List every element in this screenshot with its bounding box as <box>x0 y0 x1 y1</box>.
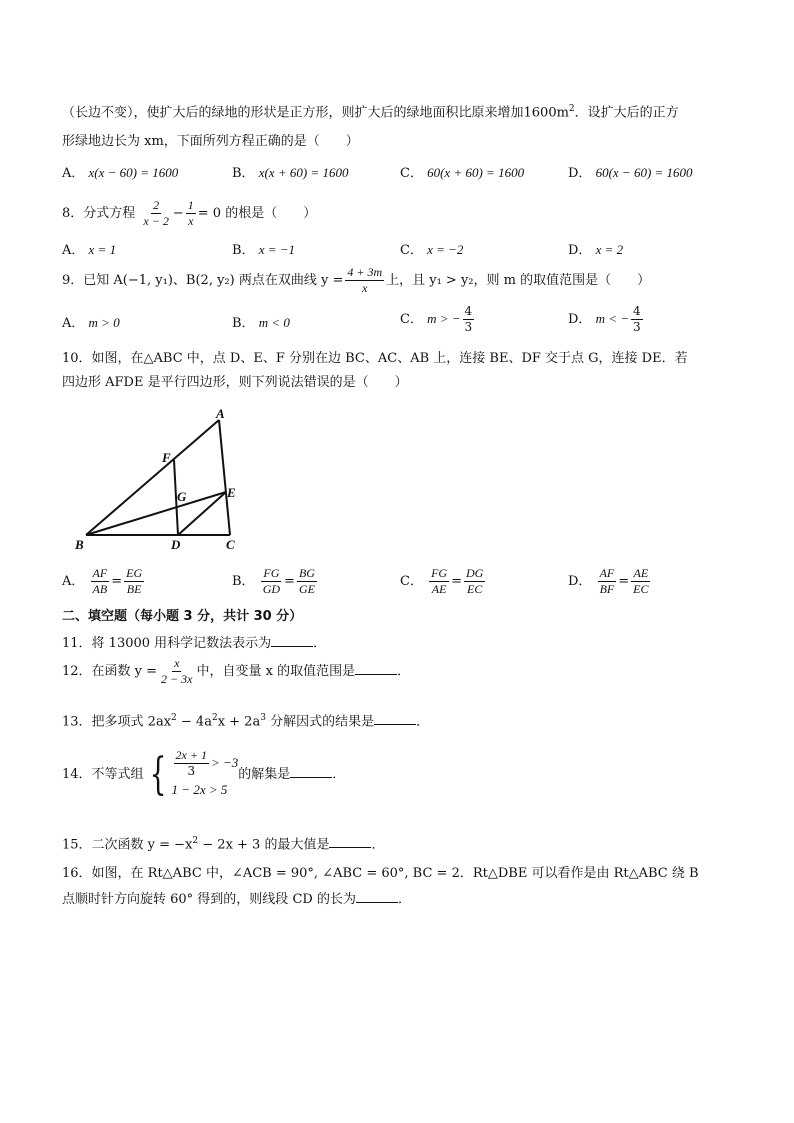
q10-option-c: C． $\frac{FG}{AE}$ = $\frac{DG}{EC}$ <box>400 566 484 596</box>
q7-option-b: B． x(x + 60) = 1600 <box>232 165 349 181</box>
label-d: D <box>171 537 181 552</box>
edge-ac <box>219 420 230 535</box>
q7-line2: 形绿地边长为 xm，下面所列方程正确的是（ ） <box>62 134 359 149</box>
q8-fraction-1: $\frac{2}{x - 2}$ <box>143 198 169 228</box>
q12: 12．在函数 y = $\frac{x}{2 - 3x}$ 中，自变量 x 的取值范围是 ． <box>62 656 411 686</box>
q9-fraction: $\frac{4 + 3m}{x}$ <box>347 265 383 295</box>
q7-option-d: D． 60(x − 60) = 1600 <box>568 165 693 181</box>
q13: 13．把多项式 $2ax^2 - 4a^2x + 2a^3$ 分解因式的结果是 ． <box>62 713 430 730</box>
q9-option-d: D． m < − $\frac{4}{3}$ <box>568 304 641 334</box>
q8-option-a: A． x = 1 <box>62 242 117 258</box>
q11: 11．将 13000 用科学记数法表示为 ． <box>62 636 327 651</box>
q8-option-d: D． x = 2 <box>568 242 624 258</box>
q16-line1: 16．如图，在 Rt△ABC 中，∠ACB = 90°, ∠ABC = 60°, BC = 2．Rt△DBE 可以看作是由 Rt△ABC 绕 B <box>62 866 699 881</box>
q8-fraction-2: $\frac{1}{x}$ <box>187 198 194 228</box>
q15-answer-blank <box>329 835 371 848</box>
q8-stem: 8．分式方程 $\frac{2}{x - 2}$ − $\frac{1}{x}$ = 0 的根是（ ） <box>62 198 317 228</box>
label-c: C <box>226 537 235 552</box>
q8-option-c: C． x = −2 <box>400 242 464 258</box>
q12-answer-blank <box>355 662 397 675</box>
q14: 14．不等式组 { $\frac{2x + 1}{3}$ > −3 1 − 2x > 5 的解集是 ． <box>62 748 346 800</box>
q7-option-c: C． 60(x + 60) = 1600 <box>400 165 525 181</box>
label-a: A <box>216 406 225 421</box>
q10-triangle-figure <box>64 404 254 554</box>
q11-answer-blank <box>271 634 313 647</box>
q14-answer-blank <box>290 765 332 778</box>
segment-be <box>86 492 226 535</box>
q10-line2: 四边形 AFDE 是平行四边形，则下列说法错误的是（ ） <box>62 375 408 390</box>
q9-option-a: A． m > 0 <box>62 315 120 331</box>
q10-option-d: D． $\frac{AF}{BF}$ = $\frac{AE}{EC}$ <box>568 566 649 596</box>
q7-line1: （长边不变），使扩大后的绿地的形状是正方形，则扩大后的绿地面积比原来增加$1600m^2$．设扩大后的正方 <box>62 104 679 121</box>
q9-option-c: C． m > − $\frac{4}{3}$ <box>400 304 473 334</box>
q9-option-b: B． m < 0 <box>232 315 290 331</box>
label-g: G <box>177 489 187 504</box>
q10-option-a: A． $\frac{AF}{AB}$ = $\frac{EG}{BE}$ <box>62 566 143 596</box>
q15: 15．二次函数 $y = -x^2 - 2x + 3$ 的最大值是 ． <box>62 836 385 853</box>
q16-answer-blank <box>356 890 398 903</box>
label-e: E <box>227 485 236 500</box>
q8-option-b: B． x = −1 <box>232 242 296 258</box>
q9-stem: 9．已知 A(−1, y₁)、B(2, y₂) 两点在双曲线 y = $\frac{4 + 3m}{x}$ 上，且 y₁ > y₂，则 m 的取值范围是（ ） <box>62 265 651 295</box>
edge-ba <box>86 420 219 535</box>
q13-answer-blank <box>374 712 416 725</box>
q7-option-a: A． x(x − 60) = 1600 <box>62 165 179 181</box>
label-f: F <box>162 450 171 465</box>
label-b: B <box>75 537 84 552</box>
q10-line1: 10．如图，在△ABC 中，点 D、E、F 分别在边 BC、AC、AB 上，连接 BE、DF 交于点 G，连接 DE．若 <box>62 351 688 366</box>
section-heading-fill-in: 二、填空题（每小题 3 分，共计 30 分） <box>62 609 303 624</box>
q10-option-b: B． $\frac{FG}{GD}$ = $\frac{BG}{GE}$ <box>232 566 315 596</box>
q16-line2: 点顺时针方向旋转 60° 得到的，则线段 CD 的长为 ． <box>62 892 411 907</box>
